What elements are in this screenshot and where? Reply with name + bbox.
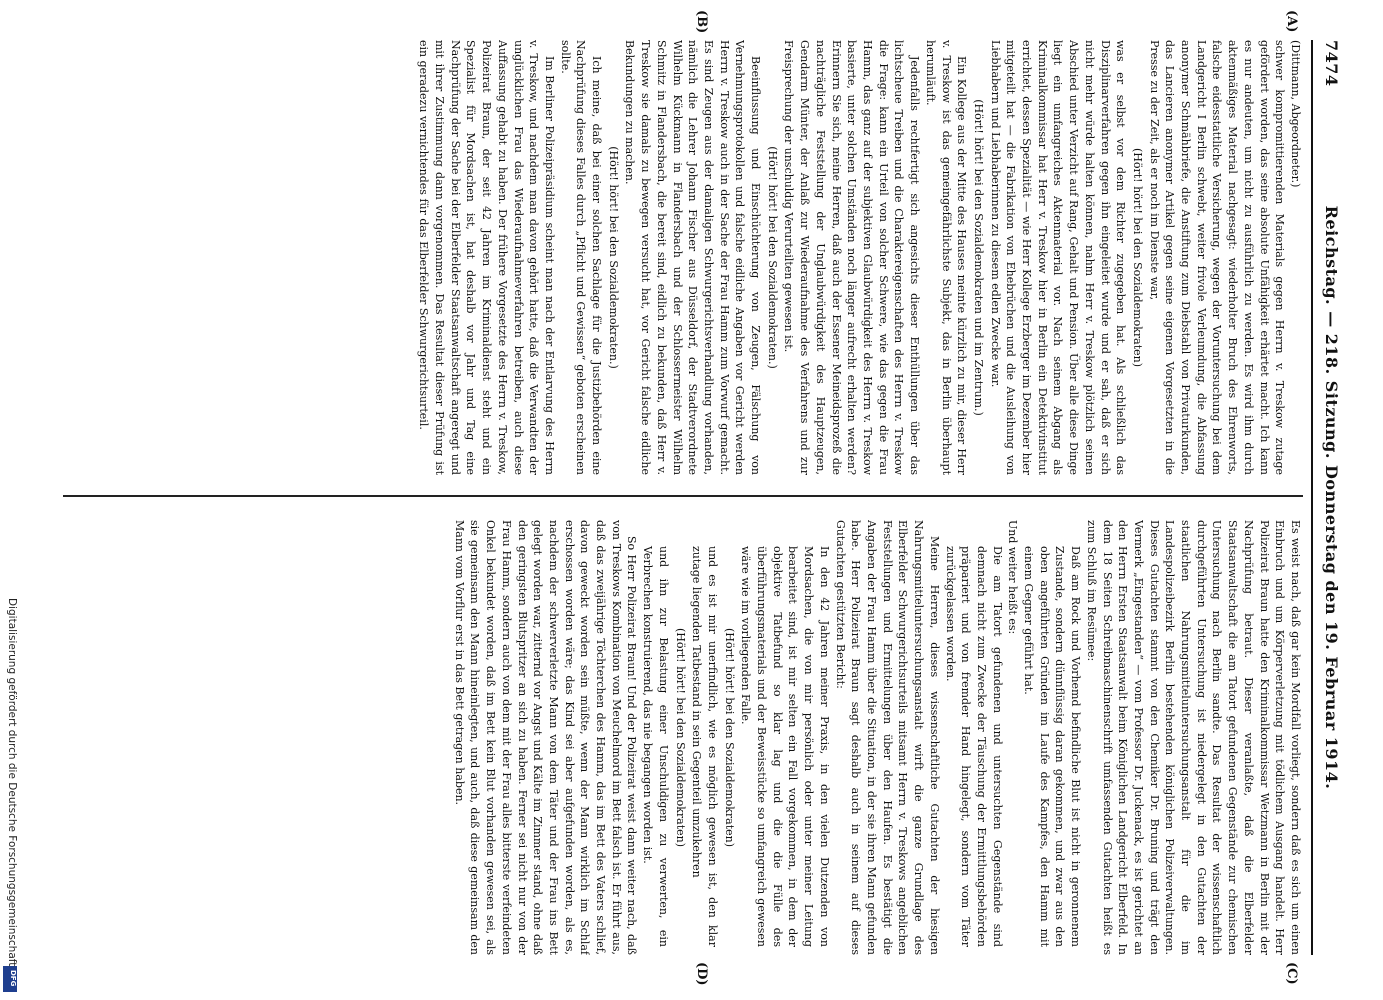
interjection: (Hört! hört! bei den Sozialdemokraten)	[673, 627, 687, 848]
interjection: (Hört! hört! bei den Sozialdemokraten.)	[606, 146, 620, 369]
interjection: (Hört! hört! bei den Sozialdemokraten.)	[765, 146, 779, 369]
dfg-logo-text: DFG	[9, 970, 17, 987]
paragraph: Meine Herren, dieses wissenschaftliche Gutachten der hiesigen Nahrungsmitteluntersuchungsanstalt wirft die ganze Grundlage des Elberfelder Schwurgerichtsurteils mitsamt Herrn v. Treskows angeblichen Feststellungen und Ermittelungen über den Haufen. Es bestätigt die Angaben der Frau Hamm über die Situation, in der sie ihren Mann gefunden habe. Herr Polizeirat Braun sagt deshalb auch in seinem auf dieses Gutachten gestützten Bericht:	[833, 520, 941, 955]
page-header	[1315, 40, 1343, 955]
quoted-passage: Die am Tatort gefundenen und untersuchten Gegenstände sind demnach nicht zum Zwecke der Täuschung der Ermittlungsbehörden präpariert und von fremder Hand hingelegt, sondern vom Täter zurückgelassen worden.	[943, 546, 1004, 947]
paragraph: So Herr Polizeirat Braun! Und der Polizeirat weist dann weiter nach, daß von Treskows Kombination von Meuchelmord im Bett falsch ist. Er führt aus, daß das zweijährige Töchterchen des Hamm, das im Bett des Vaters schlief, davon geweckt worden sein müßte, wenn der Mann wirklich im Schlaf erschossen worden wäre; das Kind sei aber aufgefunden worden, als es, nachdem der schwerverletzte Mann von dem Täter und der Frau ins Bett gelegt worden war, zitternd vor Angst und Kälte im Zimmer stand, ohne daß den geringsten Blutspritzer an sich zu haben. Ferner sei nicht nur von der Frau Hamm, sondern auch von dem mit der Frau alles bitterste verfeindeten Onkel bekundet worden, daß im Bett kein Blut vorhanden gewesen sei, als sie gemeinsam den Mann hineinlegten, und auch, daß diese gemeinsam den Mann vom Vorflur erst in das Bett getragen haben.	[452, 520, 639, 955]
header-rule	[1311, 40, 1313, 955]
running-title: Reichstag. — 218. Sitzung. Donnerstag den 19. Februar 1914.	[1322, 205, 1341, 790]
quoted-passage: In den 42 Jahren meiner Praxis, in den vielen Dutzenden von Mordsachen, die von mir persönlich oder unter meiner Leitung bearbeitet sind, ist mir selten ein Fall vorgekommen, in dem der objektive Tatbefund so klar lag und die die Fülle des überführungsmaterials und der Beweisstücke so umfangreich gewesen wäre wie im vorliegenden Falle.	[739, 546, 831, 947]
margin-mark-d: (D)	[694, 962, 709, 986]
quoted-passage: und es ist mir unerfindlich, wie es möglich gewesen ist, den klar zutage liegenden Tatbestand in sein Gegenteil umzukehren	[690, 546, 719, 947]
paragraph: Ein Kollege aus der Mitte des Hauses meinte kürzlich zu mir, dieser Herr v. Treskow ist das gemeingefährlichste Subjekt, das in Berlin überhaupt herumläuft.	[923, 40, 969, 475]
paragraph: Beeinflussung und Einschüchterung von Zeugen, Fälschung von Vernehmungsprotokollen und falsche eidliche Angaben vor Gericht werden Herrn v. Treskow auch in der Sache der Frau Hamm zum Vorwurf gemacht. Es sind Zeugen aus der damaligen Schwurgerichtsverhandlung vorhanden, nämlich die Lehrer Johann Fischer aus Düsseldorf, der Stadtverordnete Wilhelm Kückmann in Flandersbach und der Schlossermeister Wilhelm Schmitz in Flandersbach, die bereit sind, eidlich zu bekunden, daß Herr v. Treskow sie damals zu bewegen versucht hat, vor Gericht falsche eidliche Bekundungen zu machen.	[623, 40, 763, 475]
paragraph: (Dittmann, Abgeordneter.)	[1289, 40, 1302, 188]
interjection: (Hört! hört! bei den Sozialdemokraten und im Zentrum.)	[971, 99, 985, 416]
interjection: (Hört! hört! bei den Sozialdemokraten)	[1130, 147, 1144, 368]
paragraph: Im Berliner Polizeipräsidium scheint man nach der Entlarvung des Herrn v. Treskow, und nachdem man davon gehört hatte, daß die Verwandten der unglücklichen Frau das Wiederaufnahmeverfahren betreiben, auch diese Auffassung gehabt zu haben. Der frühere Vorgesetzte des Herrn v. Treskow, Polizeirat Braun, der seit 42 Jahren im Kriminaldienst steht und ein Spezialist für Mordsachen ist, hat deshalb vor Jahr und Tag eine Nachprüfung der Sache bei der Elberfelder Staatsanwaltschaft angeregt und mit ihrer Zustimmung dann vorgenommen. Das Resultat dieser Prüfung ist ein geradezu vernichtendes für das Elberfelder Schwurgerichtsurteil.	[417, 40, 556, 475]
left-text-column	[63, 40, 1303, 475]
paragraph: Und weiter heißt es:	[1006, 520, 1020, 635]
digitization-credit	[2, 0, 18, 1000]
newspaper-page	[53, 10, 1343, 986]
paragraph: Ich meine, daß bei einer solchen Sachlage für die Justizbehörden eine Nachprüfung dieses Falles durch „Pflicht und Gewissen“ geboten erscheinen sollte.	[558, 40, 604, 475]
column-divider	[63, 495, 1303, 497]
paragraph: was er selbst vor dem Richter zugegeben hat. Als schließlich das Disziplinarverfahren gegen ihn eingeleitet wurde und er sah, daß er sich nicht mehr würde halten können, nahm Herr v. Treskow plötzlich seinen Abschied unter Verzicht auf Rang, Gehalt und Pension. Über alle diese Dinge liegt ein umfangreiches Aktenmaterial vor. Nach seinem Abgang als Kriminalkommissar hat Herr v. Treskow hier in Berlin ein Detektivinstitut errichtet, dessen Spezialität — wie Herr Kollege Erzberger im Dezember hier mitgeteilt hat — die Fabrikation von Ehebrüchen und die Ausleihung von Liebhabern und Liebhaberinnen zu diesem edlen Zwecke war.	[988, 40, 1128, 475]
paragraph: Jedenfalls rechtfertigt sich angesichts dieser Enthüllungen über das lichtscheue Treiben und die Charaktereigenschaften des Herrn v. Treskow die Frage: kann ein Urteil von solcher Schwere, wie das gegen die Frau Hamm, das ganz auf der subjektiven Glaubwürdigkeit des Herrn v. Treskow basierte, unter solchen Umständen noch länger aufrecht erhalten werden? Erinnern Sie sich, meine Herren, daß auch der Essener Meineidsprozeß die nachträgliche Feststellung der Unglaubwürdigkeit des Hauptzeugen, Gendarm Münter, der Anlaß zur Wiederaufnahme des Verfahrens und zur Freisprechung der unschuldig Verurteilten gewesen ist.	[782, 40, 922, 475]
paragraph: schwer kompromittierenden Materials gegen Herrn v. Treskow zutage gefördert worden, das seine absolute Unfähigkeit erhärtet macht. Ich kann es nur andeuten, um nicht zu ausführlich zu werden. Es wird ihm durch aktenmäßiges Material nachgesagt: wiederholter Bruch des Ehrenworts, falsche eidesstattliche Versicherung, wegen der Voruntersuchung bei dem Landgericht I Berlin schwebt, weiter frivole Verleumdung, die Abfassung anonymer Schmähbriefe, die Anstiftung zum Diebstahl von Privaturkunden, das Lancieren anonymer Artikel gegen seine eigenen Vorgesetzten in die Presse zu der Zeit, als er noch im Dienste war,	[1147, 40, 1287, 475]
page-number: 7474	[1322, 40, 1341, 87]
margin-mark-a: (A)	[1284, 10, 1299, 33]
credit-text: Digitalisierung gefördert durch die Deutsche Forschungsgemeinschaft	[6, 598, 18, 967]
paragraph: Es weist nach, daß gar kein Mordfall vorliegt, sondern daß es sich um einen Einbruch und um Körperverletzung mit tödlichem Ausgang handelt. Herr Polizeirat Braun hatte den Kriminalkommissar Wetzmann in Berlin mit der Nachprüfung betraut. Dieser veranlaßte, daß die Elberfelder Staatsanwaltschaft die am Tatort gefundenen Gegenstände zur chemischen Untersuchung nach Berlin sandte. Das Resultat der wissenschaftlich durchgeführten Untersuchung ist niedergelegt in den Gutachten der staatlichen Nahrungsmitteluntersuchungsanstalt für die im Landespolizeibezirk Berlin bestehenden königlichen Polizeiverwaltungen. Dieses Gutachten stammt von den Chemiker Dr. Bruning und trägt den Vermerk „Eingestanden“ — vom Professor Dr. Juckenack, es ist gerichtet an den Herrn Ersten Staatsanwalt beim Königlichen Landgericht Elberfeld. In dem 18 Seiten Schreibmaschinenschrift umfassenden Gutachten heißt es zum Schluß im Resümee:	[1084, 520, 1302, 955]
margin-mark-b: (B)	[694, 10, 709, 34]
margin-mark-c: (C)	[1284, 962, 1299, 985]
interjection: (Hört! hört! bei den Sozialdemokraten)	[722, 627, 736, 848]
quoted-passage: Daß am Rock und Vorhemd befindliche Blut ist nicht in geronnenem Zustande, sondern dünnflüssig daran gekommen, und zwar aus den oben angeführten Gründen im Laufe des Kampfes, den Hamm mit einem Gegner geführt hat.	[1022, 546, 1083, 947]
dfg-logo-icon	[3, 966, 17, 992]
quoted-passage: und ihn zur Belastung einer Unschuldigen zu verwerten, ein Verbrechen konstruierend, das nie begangen worden ist.	[641, 546, 670, 947]
right-text-column	[63, 520, 1303, 955]
